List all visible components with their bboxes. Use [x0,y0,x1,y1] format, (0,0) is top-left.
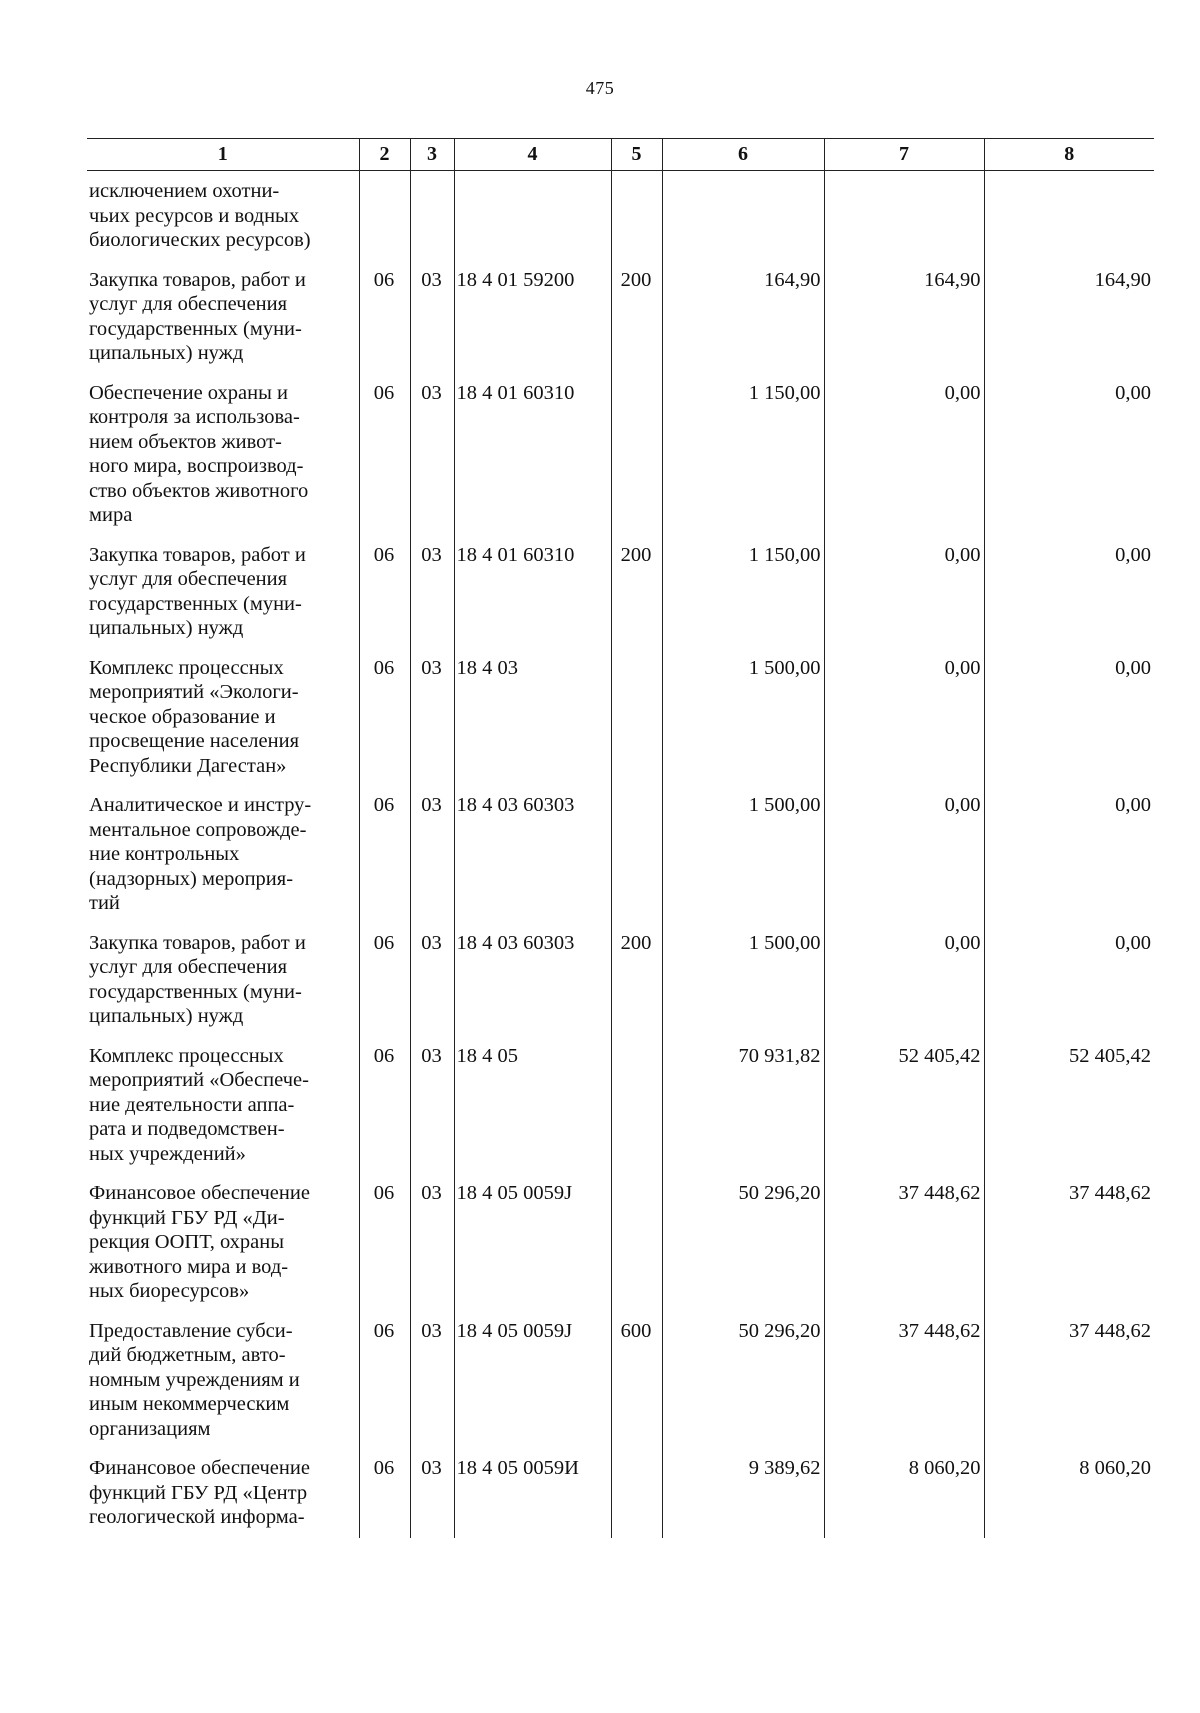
row-description [87,1319,359,1457]
amount-col-7: 0,00 [824,381,984,543]
description-line: нием объектов живот- [89,430,282,453]
subsection-code: 03 [410,543,454,656]
description-line: мира [89,504,133,526]
table-row [87,793,1154,931]
row-description [87,268,359,381]
description-line: Обеспечение охраны и [89,381,288,404]
description-line: Комплекс процессных [89,1044,284,1067]
amount-col-6: 50 296,20 [662,1319,824,1457]
row-description [87,1044,359,1182]
description-line: (надзорных) мероприя- [89,867,294,890]
section-code: 06 [359,793,410,931]
subsection-code: 03 [410,1319,454,1457]
target-article-code: 18 4 01 60310 [454,543,611,656]
amount-col-8: 0,00 [984,793,1154,931]
section-code: 06 [359,381,410,543]
row-description [87,543,359,656]
column-header-7: 7 [824,139,984,171]
description-line: ципальных) нужд [89,1005,244,1027]
table-row [87,931,1154,1044]
amount-col-8: 0,00 [984,543,1154,656]
description-line: Финансовое обеспечение [89,1182,310,1204]
expense-type-code [611,381,662,543]
description-line: контроля за использова- [89,406,300,428]
table-row [87,1456,1154,1538]
expense-type-code [611,656,662,794]
description-line: государственных (муни- [89,317,302,340]
table-row [87,1319,1154,1457]
amount-col-8: 0,00 [984,381,1154,543]
amount-col-8: 37 448,62 [984,1181,1154,1319]
amount-col-7: 37 448,62 [824,1319,984,1457]
description-line: услуг для обеспечения [89,293,288,315]
expense-type-code: 200 [611,543,662,656]
amount-col-7: 52 405,42 [824,1044,984,1182]
subsection-code [410,171,454,268]
amount-col-6: 50 296,20 [662,1181,824,1319]
expense-type-code [611,1456,662,1538]
section-code [359,171,410,268]
section-code: 06 [359,1044,410,1182]
description-line: ципальных) нужд [89,617,244,639]
amount-col-6 [662,171,824,268]
description-line: Предоставление субси- [89,1319,293,1342]
description-line: организациям [89,1417,211,1440]
subsection-code: 03 [410,1181,454,1319]
description-line: Аналитическое и инстру- [89,794,312,816]
column-header-5: 5 [611,139,662,171]
amount-col-6: 164,90 [662,268,824,381]
subsection-code: 03 [410,793,454,931]
description-line: дий бюджетным, авто- [89,1344,286,1366]
row-description [87,793,359,931]
expense-type-code [611,1044,662,1182]
column-header-4: 4 [454,139,611,171]
table-row [87,656,1154,794]
description-line: исключением охотни- [89,180,280,202]
description-line: ство объектов животного [89,479,309,502]
table-row [87,268,1154,381]
section-code: 06 [359,1181,410,1319]
table-body [87,171,1154,1538]
amount-col-8: 0,00 [984,931,1154,1044]
amount-col-7: 0,00 [824,656,984,794]
amount-col-8 [984,171,1154,268]
description-line: животного мира и вод- [89,1255,289,1278]
amount-col-7: 0,00 [824,793,984,931]
subsection-code: 03 [410,268,454,381]
description-line: государственных (муни- [89,592,302,615]
table-row [87,1044,1154,1182]
description-line: Финансовое обеспечение [89,1457,310,1479]
amount-col-7 [824,171,984,268]
amount-col-7: 37 448,62 [824,1181,984,1319]
target-article-code: 18 4 05 0059J [454,1181,611,1319]
description-line: чьих ресурсов и водных [89,204,300,227]
amount-col-6: 1 500,00 [662,931,824,1044]
amount-col-8: 8 060,20 [984,1456,1154,1538]
row-description [87,656,359,794]
amount-col-6: 9 389,62 [662,1456,824,1538]
description-line: мероприятий «Экологи- [89,681,299,703]
target-article-code: 18 4 05 0059И [454,1456,611,1538]
amount-col-6: 1 150,00 [662,381,824,543]
description-line: рекция ООПТ, охраны [89,1231,285,1253]
description-line: ципальных) нужд [89,342,244,364]
amount-col-8: 37 448,62 [984,1319,1154,1457]
section-code: 06 [359,1456,410,1538]
amount-col-6: 1 150,00 [662,543,824,656]
expense-type-code [611,171,662,268]
target-article-code: 18 4 03 [454,656,611,794]
amount-col-6: 1 500,00 [662,793,824,931]
section-code: 06 [359,1319,410,1457]
amount-col-8: 164,90 [984,268,1154,381]
description-line: функций ГБУ РД «Центр [89,1481,308,1504]
amount-col-7: 0,00 [824,543,984,656]
description-line: мероприятий «Обеспече- [89,1069,309,1091]
target-article-code: 18 4 05 0059J [454,1319,611,1457]
amount-col-6: 1 500,00 [662,656,824,794]
description-line: ных биоресурсов» [89,1280,250,1302]
target-article-code: 18 4 03 60303 [454,931,611,1044]
description-line: ных учреждений» [89,1142,246,1165]
description-line: ного мира, воспроизвод- [89,455,304,477]
row-description [87,171,359,268]
description-line: функций ГБУ РД «Ди- [89,1206,285,1229]
description-line: иным некоммерческим [89,1393,290,1415]
expense-type-code: 200 [611,268,662,381]
description-line: просвещение населения [89,730,300,752]
subsection-code: 03 [410,1456,454,1538]
section-code: 06 [359,268,410,381]
column-header-1: 1 [87,139,359,171]
amount-col-8: 0,00 [984,656,1154,794]
target-article-code: 18 4 05 [454,1044,611,1182]
description-line: государственных (муни- [89,980,302,1003]
description-line: рата и подведомствен- [89,1118,285,1140]
description-line: услуг для обеспечения [89,568,288,590]
expense-type-code: 200 [611,931,662,1044]
expense-type-code [611,1181,662,1319]
target-article-code: 18 4 03 60303 [454,793,611,931]
subsection-code: 03 [410,656,454,794]
description-line: ние деятельности аппа- [89,1093,295,1116]
row-description [87,931,359,1044]
page-number: 475 [585,78,615,98]
table-row [87,543,1154,656]
section-code: 06 [359,656,410,794]
table-row [87,171,1154,268]
target-article-code: 18 4 01 59200 [454,268,611,381]
amount-col-6: 70 931,82 [662,1044,824,1182]
description-line: тий [89,892,120,914]
amount-col-7: 164,90 [824,268,984,381]
description-line: ментальное сопровожде- [89,818,307,841]
amount-col-7: 8 060,20 [824,1456,984,1538]
description-line: Закупка товаров, работ и [89,931,306,954]
expense-type-code [611,793,662,931]
column-header-8: 8 [984,139,1154,171]
column-header-2: 2 [359,139,410,171]
subsection-code: 03 [410,381,454,543]
description-line: услуг для обеспечения [89,956,288,978]
section-code: 06 [359,543,410,656]
expense-type-code: 600 [611,1319,662,1457]
description-line: номным учреждениям и [89,1368,300,1391]
description-line: биологических ресурсов) [89,229,311,251]
description-line: Закупка товаров, работ и [89,543,306,566]
amount-col-7: 0,00 [824,931,984,1044]
amount-col-8: 52 405,42 [984,1044,1154,1182]
table-header-row [87,139,1154,171]
budget-table [87,138,1154,1538]
table-row [87,381,1154,543]
target-article-code [454,171,611,268]
table-row [87,1181,1154,1319]
row-description [87,1181,359,1319]
description-line: геологической информа- [89,1506,305,1528]
description-line: Республики Дагестан» [89,754,287,777]
target-article-code: 18 4 01 60310 [454,381,611,543]
column-header-6: 6 [662,139,824,171]
description-line: ческое образование и [89,705,276,728]
description-line: Комплекс процессных [89,656,284,679]
section-code: 06 [359,931,410,1044]
subsection-code: 03 [410,931,454,1044]
row-description [87,381,359,543]
column-header-3: 3 [410,139,454,171]
description-line: ние контрольных [89,843,240,865]
description-line: Закупка товаров, работ и [89,268,306,291]
row-description [87,1456,359,1538]
subsection-code: 03 [410,1044,454,1182]
